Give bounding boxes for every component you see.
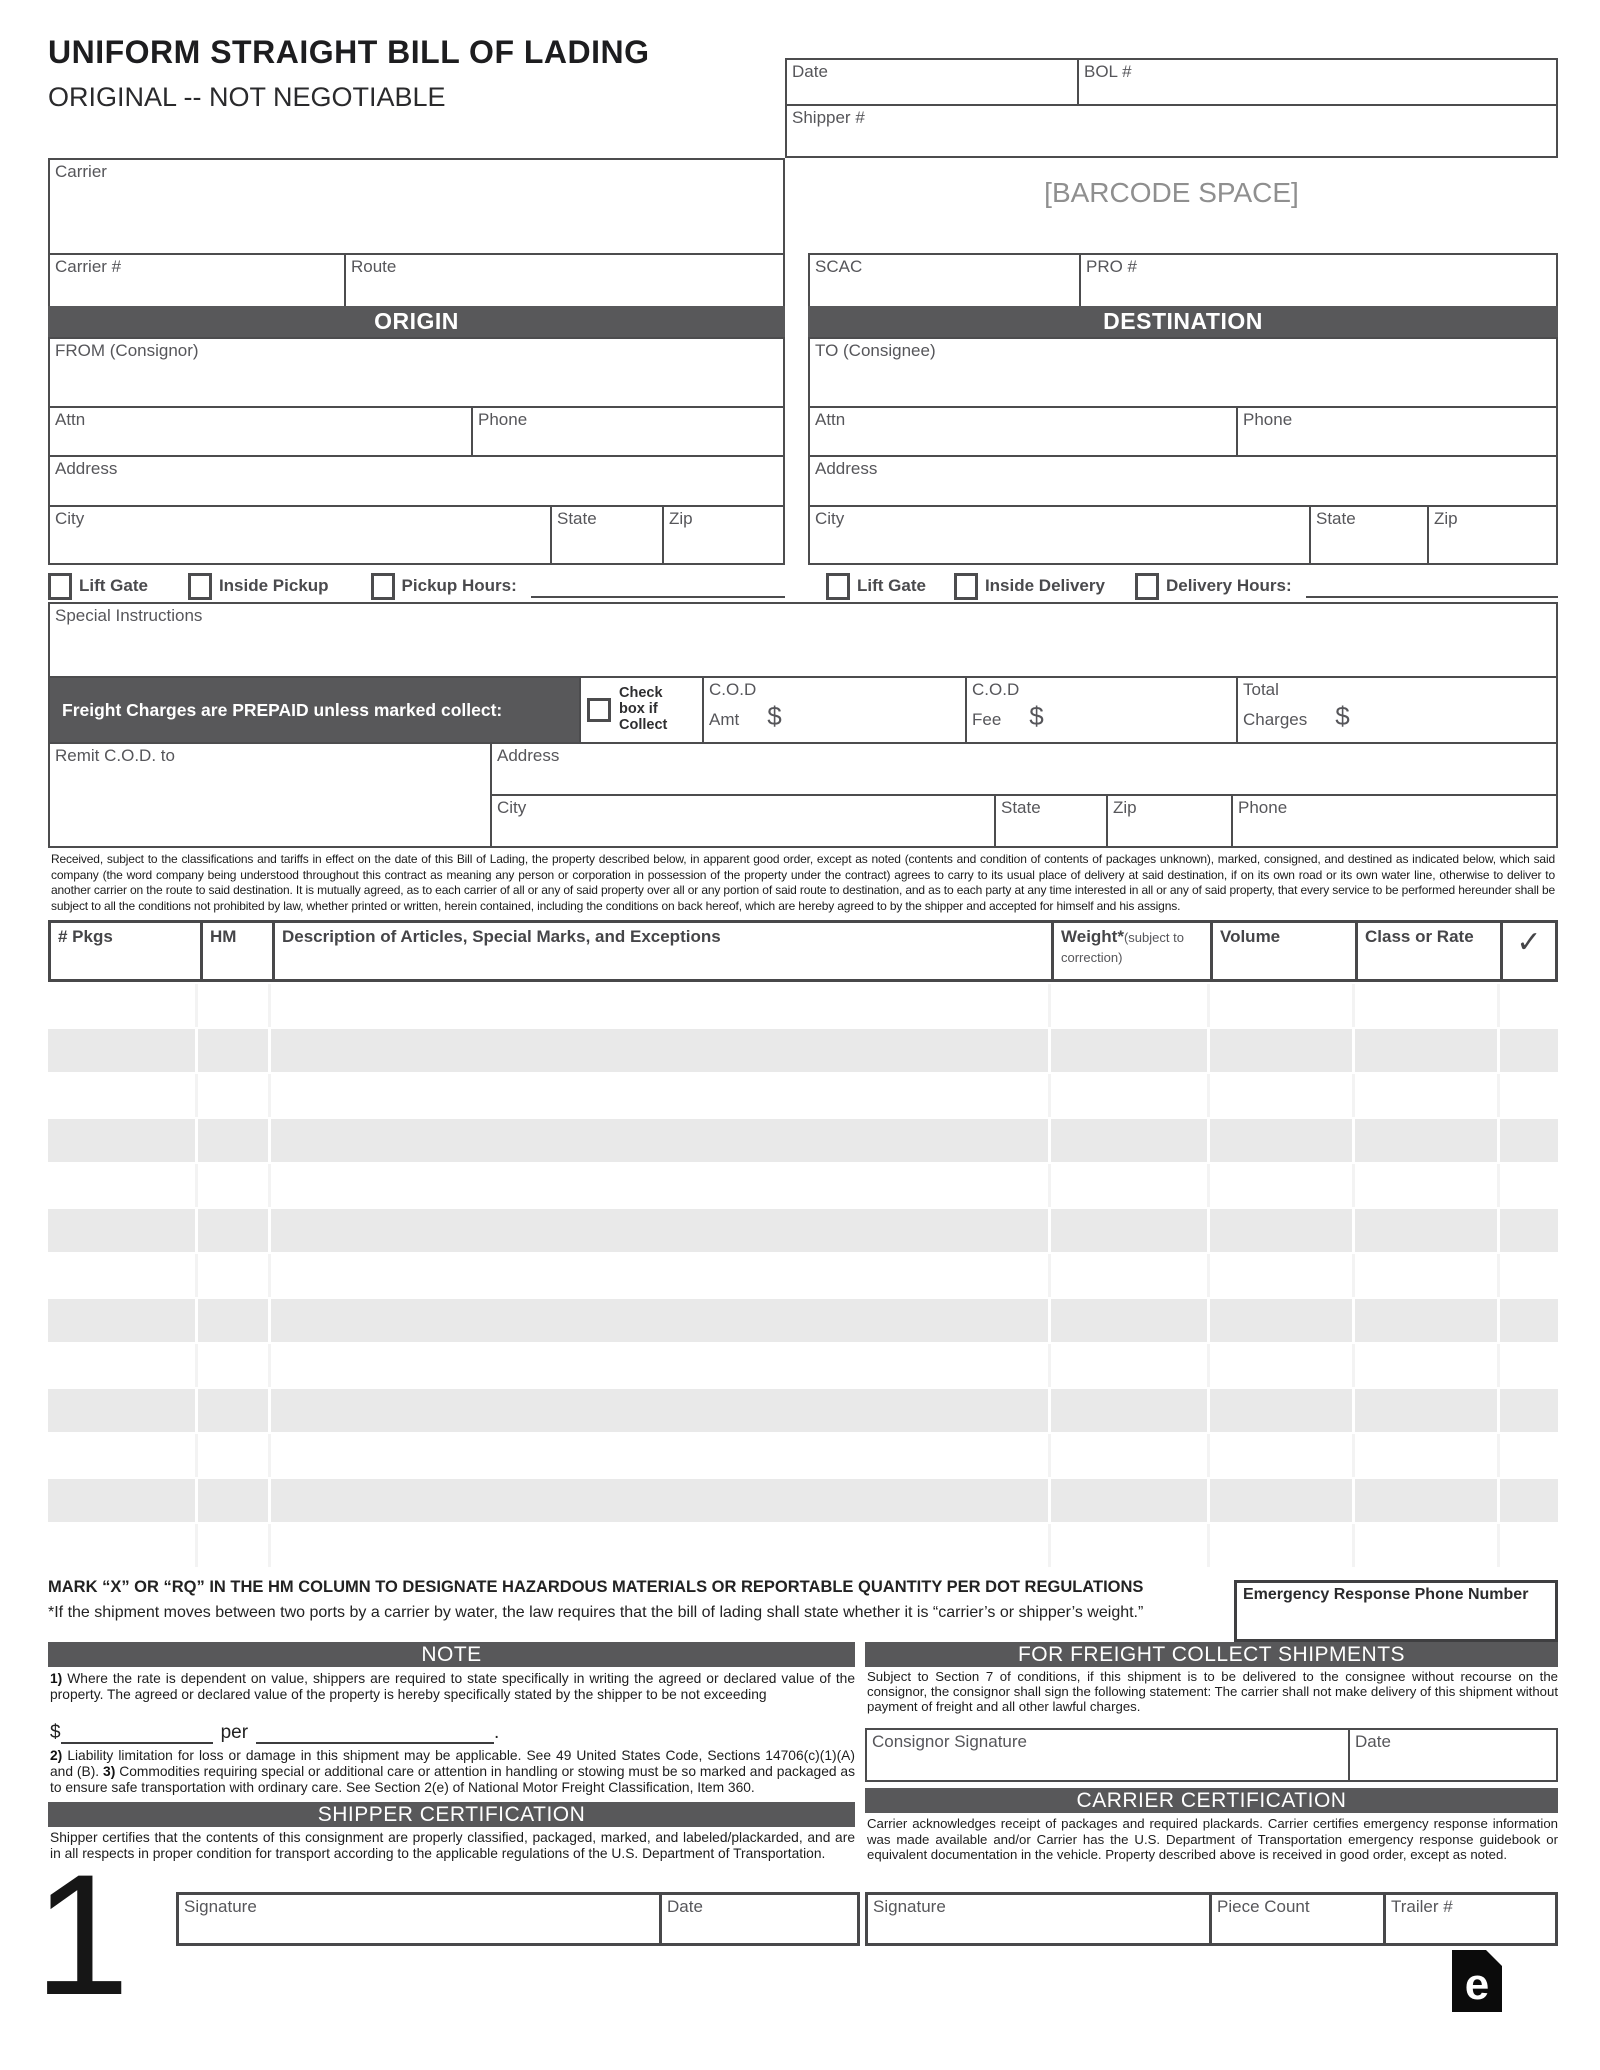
- table-cell[interactable]: [1051, 1344, 1207, 1387]
- table-row[interactable]: [48, 1344, 1558, 1387]
- table-row[interactable]: [48, 1074, 1558, 1117]
- table-row[interactable]: [48, 1119, 1558, 1162]
- cod-amount-dollar-sign: $: [767, 700, 782, 731]
- total-charges-label-1: Total: [1243, 680, 1279, 699]
- declared-value-dollar-sign: $: [50, 1722, 61, 1743]
- remit-cod-block: [48, 742, 1558, 848]
- delivery-hours-label: Delivery Hours:: [1165, 576, 1292, 595]
- table-cell[interactable]: [198, 1524, 268, 1567]
- logo-letter: e: [1464, 1960, 1490, 2009]
- table-cell[interactable]: [1210, 1299, 1352, 1342]
- table-cell[interactable]: [271, 1524, 1048, 1567]
- remit-address-field[interactable]: [492, 744, 1556, 796]
- piece-count-field[interactable]: [1209, 1895, 1383, 1943]
- destination-city-field[interactable]: [810, 507, 1309, 563]
- inside-pickup-checkbox[interactable]: [188, 573, 212, 600]
- destination-lift-gate-group: [826, 573, 926, 600]
- col-header-checkmark-icon: ✓: [1500, 923, 1555, 979]
- table-cell[interactable]: [1051, 1074, 1207, 1117]
- table-cell[interactable]: [1500, 984, 1558, 1027]
- origin-address-label: Address: [55, 459, 118, 478]
- shipper-label: Shipper #: [792, 108, 865, 127]
- table-cell[interactable]: [1355, 1074, 1497, 1117]
- carrier-certification-text: Carrier acknowledges receipt of packages and required plackards. Carrier certifies emergency response information was made available and/or Carrier has the U.S. Department of Transportation emergency response guidebook or equivalent documentation in the vehicle. Property described above is received in good order, except as noted.: [867, 1816, 1558, 1862]
- note-paragraph-1: 1) Where the rate is dependent on value, shippers are required to state specifically in writing the agreed or declared value of the property. The agreed or declared value of the property is hereby specifically stated by the shipper to be not exceeding: [50, 1671, 856, 1702]
- prepaid-notice-bar: Freight Charges are PREPAID unless marked collect:: [50, 678, 579, 742]
- origin-lift-gate-checkbox[interactable]: [48, 573, 72, 600]
- destination-city-label: City: [815, 509, 845, 528]
- table-cell[interactable]: [198, 1074, 268, 1117]
- carrier-certification-bar: CARRIER CERTIFICATION: [865, 1788, 1558, 1813]
- table-cell[interactable]: [271, 1209, 1048, 1252]
- total-charges-dollar-sign: $: [1335, 700, 1350, 731]
- table-cell[interactable]: [1051, 1479, 1207, 1522]
- destination-address-label: Address: [815, 459, 878, 478]
- consignor-signature-field[interactable]: [867, 1730, 1348, 1780]
- table-cell[interactable]: [48, 1479, 195, 1522]
- col-header-weight: Weight*(subject to correction): [1051, 923, 1210, 979]
- terms-paragraph: Received, subject to the classifications and tariffs in effect on the date of this Bill of Lading, the property described below, in apparent good order, except as noted (contents and condition of contents of packages unknown), marked, consigned, and destined as indicated below, which said company (the word company being understood throughout this contract as meaning any person or corporation in possession of the property under the contract) agrees to carry to its usual place of delivery at said destination, if on its own road or its own water line, otherwise to deliver to another carrier on the route to said destination. It is mutually agreed, as to each carrier of all or any of said property over all or any portion of said route to destination, and as to each party at any time interested in all or any of said property, that every service to be performed hereunder shall be subject to all the conditions not prohibited by law, whether printed or written, herein contained, including the conditions on back hereof, which are hereby agreed to by the shipper and accepted for himself and his assigns.: [51, 852, 1555, 913]
- water-carrier-note: *If the shipment moves between two ports by a carrier by water, the law requires that the bill of lading shall state whether it is “carrier’s or shipper’s weight.”: [48, 1604, 1144, 1621]
- remit-city-row: [492, 796, 1556, 846]
- note-section-bar: NOTE: [48, 1642, 855, 1667]
- to-consignee-field[interactable]: [808, 337, 1558, 408]
- table-cell[interactable]: [271, 1479, 1048, 1522]
- table-cell[interactable]: [1051, 1164, 1207, 1207]
- destination-attn-label: Attn: [815, 410, 846, 429]
- table-row[interactable]: [48, 1209, 1558, 1252]
- table-row[interactable]: [48, 1299, 1558, 1342]
- table-cell[interactable]: [1051, 1119, 1207, 1162]
- emergency-phone-label: Emergency Response Phone Number: [1243, 1586, 1529, 1603]
- remit-state-field[interactable]: [994, 796, 1106, 846]
- pickup-hours-line[interactable]: [531, 574, 785, 598]
- table-cell[interactable]: [271, 1074, 1048, 1117]
- table-cell[interactable]: [1500, 1074, 1558, 1117]
- table-cell[interactable]: [1051, 984, 1207, 1027]
- table-row[interactable]: [48, 1389, 1558, 1432]
- table-cell[interactable]: [1500, 1434, 1558, 1477]
- to-consignee-label: TO (Consignee): [815, 341, 936, 360]
- form-subtitle: ORIGINAL -- NOT NEGOTIABLE: [48, 82, 446, 112]
- shipper-signature-row: [176, 1892, 860, 1946]
- origin-zip-label: Zip: [669, 509, 693, 528]
- carrier-number-field[interactable]: [50, 255, 344, 306]
- destination-state-label: State: [1316, 509, 1356, 528]
- pickup-hours-checkbox[interactable]: [371, 573, 395, 600]
- table-cell[interactable]: [1051, 1029, 1207, 1072]
- goods-table-header: [48, 920, 1558, 982]
- table-cell[interactable]: [1355, 1029, 1497, 1072]
- table-row[interactable]: [48, 1029, 1558, 1072]
- destination-lift-gate-label: Lift Gate: [857, 576, 926, 595]
- table-cell[interactable]: [1210, 1524, 1352, 1567]
- carrier-number-label: Carrier #: [55, 257, 122, 276]
- freight-collect-bar: FOR FREIGHT COLLECT SHIPMENTS: [865, 1642, 1558, 1667]
- consignor-signature-label: Consignor Signature: [872, 1732, 1027, 1751]
- table-cell[interactable]: [198, 1119, 268, 1162]
- delivery-hours-checkbox[interactable]: [1135, 573, 1159, 600]
- table-cell[interactable]: [1210, 1479, 1352, 1522]
- remit-state-label: State: [1001, 798, 1041, 817]
- destination-phone-label: Phone: [1243, 410, 1293, 429]
- table-row[interactable]: [48, 1254, 1558, 1297]
- declared-value-per-label: per: [220, 1722, 249, 1743]
- carrier-route-row: [48, 253, 785, 308]
- table-cell[interactable]: [198, 1434, 268, 1477]
- table-cell[interactable]: [1355, 1119, 1497, 1162]
- destination-attn-field[interactable]: [810, 408, 1236, 455]
- table-cell[interactable]: [1500, 1299, 1558, 1342]
- table-cell[interactable]: [1500, 1209, 1558, 1252]
- table-cell[interactable]: [1355, 1299, 1497, 1342]
- shipper-date-field[interactable]: [659, 1895, 857, 1943]
- consignor-date-label: Date: [1355, 1732, 1391, 1751]
- table-cell[interactable]: [1051, 1254, 1207, 1297]
- shipper-certification-text: Shipper certifies that the contents of this consignment are properly classified, packaged, marked, and labeled/plackarded, and are in all respects in proper condition for transport according to the applicable regulations of the U.S. Department of Transportation.: [50, 1830, 855, 1861]
- barcode-space: [BARCODE SPACE]: [1044, 177, 1299, 208]
- table-cell[interactable]: [198, 1389, 268, 1432]
- destination-zip-field[interactable]: [1427, 507, 1556, 563]
- destination-state-field[interactable]: [1309, 507, 1427, 563]
- goods-table-body: [48, 984, 1558, 1570]
- scac-field[interactable]: [810, 255, 1079, 306]
- consignor-signature-row: [865, 1728, 1558, 1782]
- table-cell[interactable]: [1500, 1524, 1558, 1567]
- table-cell[interactable]: [1500, 1479, 1558, 1522]
- table-cell[interactable]: [198, 984, 268, 1027]
- origin-attn-phone-row: [48, 406, 785, 457]
- destination-city-row: [808, 505, 1558, 565]
- table-cell[interactable]: [1500, 1119, 1558, 1162]
- collect-checkbox-label: Check box if Collect: [619, 685, 668, 733]
- shipper-signature-label: Signature: [184, 1897, 257, 1916]
- cod-amount-label-2: Amt $: [709, 700, 782, 731]
- route-field[interactable]: [344, 255, 783, 306]
- table-cell[interactable]: [48, 1254, 195, 1297]
- carrier-signature-field[interactable]: [868, 1895, 1209, 1943]
- shipper-date-label: Date: [667, 1897, 703, 1916]
- table-cell[interactable]: [1355, 1164, 1497, 1207]
- pickup-hours-label: Pickup Hours:: [401, 576, 517, 595]
- cod-amount-label-1: C.O.D: [709, 680, 757, 699]
- table-cell[interactable]: [48, 1164, 195, 1207]
- table-cell[interactable]: [198, 1254, 268, 1297]
- table-cell[interactable]: [1210, 1164, 1352, 1207]
- pickup-hours-group: [371, 573, 517, 600]
- col-header-hm: HM: [200, 923, 272, 979]
- table-cell[interactable]: [1210, 1029, 1352, 1072]
- cod-fee-dollar-sign: $: [1029, 700, 1044, 731]
- table-cell[interactable]: [1210, 1389, 1352, 1432]
- destination-address-row: [808, 455, 1558, 507]
- remit-city-field[interactable]: [492, 796, 994, 846]
- bol-label: BOL #: [1084, 62, 1132, 81]
- table-cell[interactable]: [1355, 1254, 1497, 1297]
- destination-address-field[interactable]: [810, 457, 1556, 505]
- emergency-phone-field[interactable]: [1234, 1580, 1558, 1642]
- origin-section-bar: ORIGIN: [48, 306, 785, 337]
- inside-delivery-checkbox[interactable]: [954, 573, 978, 600]
- inside-delivery-group: [954, 573, 1105, 600]
- origin-lift-gate-label: Lift Gate: [79, 576, 148, 595]
- origin-phone-field[interactable]: [471, 408, 783, 455]
- table-cell[interactable]: [1355, 984, 1497, 1027]
- table-cell[interactable]: [1500, 1164, 1558, 1207]
- table-cell[interactable]: [1210, 1344, 1352, 1387]
- date-bol-row: [785, 58, 1558, 106]
- cod-fee-label-1: C.O.D: [972, 680, 1020, 699]
- origin-city-label: City: [55, 509, 85, 528]
- table-cell[interactable]: [1051, 1389, 1207, 1432]
- origin-options-row: [48, 570, 785, 602]
- table-cell[interactable]: [271, 1434, 1048, 1477]
- table-cell[interactable]: [1210, 1074, 1352, 1117]
- table-cell[interactable]: [271, 1254, 1048, 1297]
- carrier-signature-label: Signature: [873, 1897, 946, 1916]
- origin-address-field[interactable]: [50, 457, 783, 505]
- shipper-signature-field[interactable]: [179, 1895, 659, 1943]
- origin-attn-label: Attn: [55, 410, 86, 429]
- table-cell[interactable]: [1355, 1479, 1497, 1522]
- inside-pickup-group: [188, 573, 329, 600]
- table-cell[interactable]: [271, 1389, 1048, 1432]
- carrier-field[interactable]: [48, 158, 785, 255]
- table-cell[interactable]: [1210, 984, 1352, 1027]
- origin-state-field[interactable]: [550, 507, 662, 563]
- table-cell[interactable]: [271, 1029, 1048, 1072]
- table-cell[interactable]: [48, 1209, 195, 1252]
- eforms-logo: [1452, 1950, 1502, 2012]
- delivery-hours-line[interactable]: [1306, 574, 1558, 598]
- shipper-number-row: [785, 104, 1558, 158]
- logo-fold-inner: [1487, 1953, 1499, 1965]
- origin-state-label: State: [557, 509, 597, 528]
- table-cell[interactable]: [1051, 1434, 1207, 1477]
- declared-value-line: [50, 1720, 855, 1744]
- table-cell[interactable]: [1051, 1209, 1207, 1252]
- table-cell[interactable]: [198, 1344, 268, 1387]
- table-cell[interactable]: [1210, 1434, 1352, 1477]
- declared-value-unit-blank[interactable]: [256, 1724, 494, 1744]
- table-cell[interactable]: [48, 1344, 195, 1387]
- destination-zip-label: Zip: [1434, 509, 1458, 528]
- table-cell[interactable]: [1355, 1389, 1497, 1432]
- table-cell[interactable]: [1210, 1209, 1352, 1252]
- carrier-label: Carrier: [55, 162, 107, 181]
- table-cell[interactable]: [271, 1119, 1048, 1162]
- scac-pro-row: [808, 253, 1558, 308]
- pro-number-field[interactable]: [1079, 255, 1556, 306]
- freight-charges-row: [48, 676, 1558, 744]
- table-cell[interactable]: [1355, 1209, 1497, 1252]
- delivery-hours-group: [1135, 573, 1292, 600]
- table-cell[interactable]: [271, 1299, 1048, 1342]
- remit-zip-label: Zip: [1113, 798, 1137, 817]
- from-consignor-field[interactable]: [48, 337, 785, 408]
- inside-delivery-label: Inside Delivery: [984, 576, 1105, 595]
- collect-checkbox[interactable]: [587, 698, 611, 722]
- remit-address-block: [490, 744, 1556, 846]
- table-cell[interactable]: [1210, 1254, 1352, 1297]
- cod-fee-field[interactable]: [965, 678, 1236, 742]
- col-header-class-rate: Class or Rate: [1355, 923, 1500, 979]
- piece-count-label: Piece Count: [1217, 1897, 1310, 1916]
- date-label: Date: [792, 62, 828, 81]
- shipper-number-field[interactable]: [787, 106, 1556, 156]
- cod-amount-field[interactable]: [702, 678, 965, 742]
- origin-city-row: [48, 505, 785, 565]
- remit-address-label: Address: [497, 746, 560, 765]
- origin-attn-field[interactable]: [50, 408, 471, 455]
- consignor-date-field[interactable]: [1348, 1730, 1556, 1780]
- table-cell[interactable]: [198, 1299, 268, 1342]
- remit-city-label: City: [497, 798, 527, 817]
- destination-attn-phone-row: [808, 406, 1558, 457]
- from-consignor-label: FROM (Consignor): [55, 341, 199, 360]
- carrier-signature-row: [865, 1892, 1558, 1946]
- freight-collect-text: Subject to Section 7 of conditions, if this shipment is to be delivered to the consignee without recourse on the consignor, the consignor shall sign the following statement: The carrier shall not make delivery of this shipment without payment of freight and all other lawful charges.: [867, 1669, 1558, 1714]
- trailer-number-label: Trailer #: [1391, 1897, 1453, 1916]
- table-cell[interactable]: [198, 1209, 268, 1252]
- hazmat-note: MARK “X” OR “RQ” IN THE HM COLUMN TO DESIGNATE HAZARDOUS MATERIALS OR REPORTABLE QUANTITY PER DOT REGULATIONS: [48, 1578, 1144, 1596]
- table-cell[interactable]: [48, 1389, 195, 1432]
- declared-value-period: .: [494, 1722, 500, 1743]
- table-cell[interactable]: [48, 1119, 195, 1162]
- remit-cod-field[interactable]: [50, 744, 490, 846]
- destination-options-row: [808, 570, 1558, 602]
- table-cell[interactable]: [1500, 1344, 1558, 1387]
- origin-zip-field[interactable]: [662, 507, 783, 563]
- table-cell[interactable]: [48, 1434, 195, 1477]
- remit-phone-label: Phone: [1238, 798, 1288, 817]
- col-header-pkgs: # Pkgs: [58, 927, 113, 946]
- pro-label: PRO #: [1086, 257, 1138, 276]
- total-charges-label-2: Charges $: [1243, 700, 1350, 731]
- destination-phone-field[interactable]: [1236, 408, 1556, 455]
- special-instructions-field[interactable]: [48, 602, 1558, 678]
- remit-zip-field[interactable]: [1106, 796, 1231, 846]
- table-cell[interactable]: [1051, 1299, 1207, 1342]
- scac-label: SCAC: [815, 257, 863, 276]
- collect-check-cell: [579, 678, 702, 742]
- table-cell[interactable]: [1500, 1029, 1558, 1072]
- table-cell[interactable]: [1355, 1524, 1497, 1567]
- table-cell[interactable]: [1355, 1434, 1497, 1477]
- bol-number-field[interactable]: [1077, 60, 1556, 104]
- table-cell[interactable]: [198, 1164, 268, 1207]
- remit-phone-field[interactable]: [1231, 796, 1556, 846]
- table-cell[interactable]: [198, 1029, 268, 1072]
- table-row[interactable]: [48, 984, 1558, 1027]
- trailer-number-field[interactable]: [1383, 1895, 1555, 1943]
- origin-phone-label: Phone: [478, 410, 528, 429]
- origin-address-row: [48, 455, 785, 507]
- origin-lift-gate-group: [48, 573, 148, 600]
- table-cell[interactable]: [1355, 1344, 1497, 1387]
- destination-lift-gate-checkbox[interactable]: [826, 573, 850, 600]
- table-cell[interactable]: [48, 1299, 195, 1342]
- declared-value-amount-blank[interactable]: [61, 1724, 213, 1744]
- table-row[interactable]: [48, 1524, 1558, 1567]
- col-header-description: Description of Articles, Special Marks, and Exceptions: [272, 923, 1051, 979]
- table-cell[interactable]: [271, 1344, 1048, 1387]
- table-cell[interactable]: [1210, 1119, 1352, 1162]
- origin-city-field[interactable]: [50, 507, 550, 563]
- special-instructions-label: Special Instructions: [55, 606, 203, 625]
- date-field[interactable]: [787, 60, 1077, 104]
- table-cell[interactable]: [48, 984, 195, 1027]
- page-number: 1: [34, 1839, 130, 2031]
- col-header-volume: Volume: [1210, 923, 1355, 979]
- table-cell[interactable]: [48, 1074, 195, 1117]
- table-cell[interactable]: [271, 984, 1048, 1027]
- table-cell[interactable]: [271, 1164, 1048, 1207]
- table-cell[interactable]: [48, 1524, 195, 1567]
- destination-section-bar: DESTINATION: [808, 306, 1558, 337]
- inside-pickup-label: Inside Pickup: [218, 576, 329, 595]
- table-cell[interactable]: [198, 1479, 268, 1522]
- table-cell[interactable]: [1500, 1254, 1558, 1297]
- table-cell[interactable]: [1500, 1389, 1558, 1432]
- cod-fee-label-2: Fee $: [972, 700, 1044, 731]
- shipper-certification-bar: SHIPPER CERTIFICATION: [48, 1802, 855, 1827]
- table-row[interactable]: [48, 1164, 1558, 1207]
- form-title: UNIFORM STRAIGHT BILL OF LADING: [48, 34, 650, 70]
- table-row[interactable]: [48, 1434, 1558, 1477]
- table-cell[interactable]: [1051, 1524, 1207, 1567]
- remit-cod-label: Remit C.O.D. to: [55, 746, 175, 765]
- table-cell[interactable]: [48, 1029, 195, 1072]
- note-paragraph-2: 2) Liability limitation for loss or damage in this shipment may be applicable. See 49 United States Code, Sections 14706(c)(1)(A) and (B). 3) Commodities requiring special or additional care or attention in handling or stowing must be so marked and packaged as to ensure safe transportation with ordinary care. See Section 2(e) of National Motor Freight Classification, Item 360.: [50, 1748, 856, 1795]
- route-label: Route: [351, 257, 397, 276]
- total-charges-field[interactable]: [1236, 678, 1556, 742]
- table-row[interactable]: [48, 1479, 1558, 1522]
